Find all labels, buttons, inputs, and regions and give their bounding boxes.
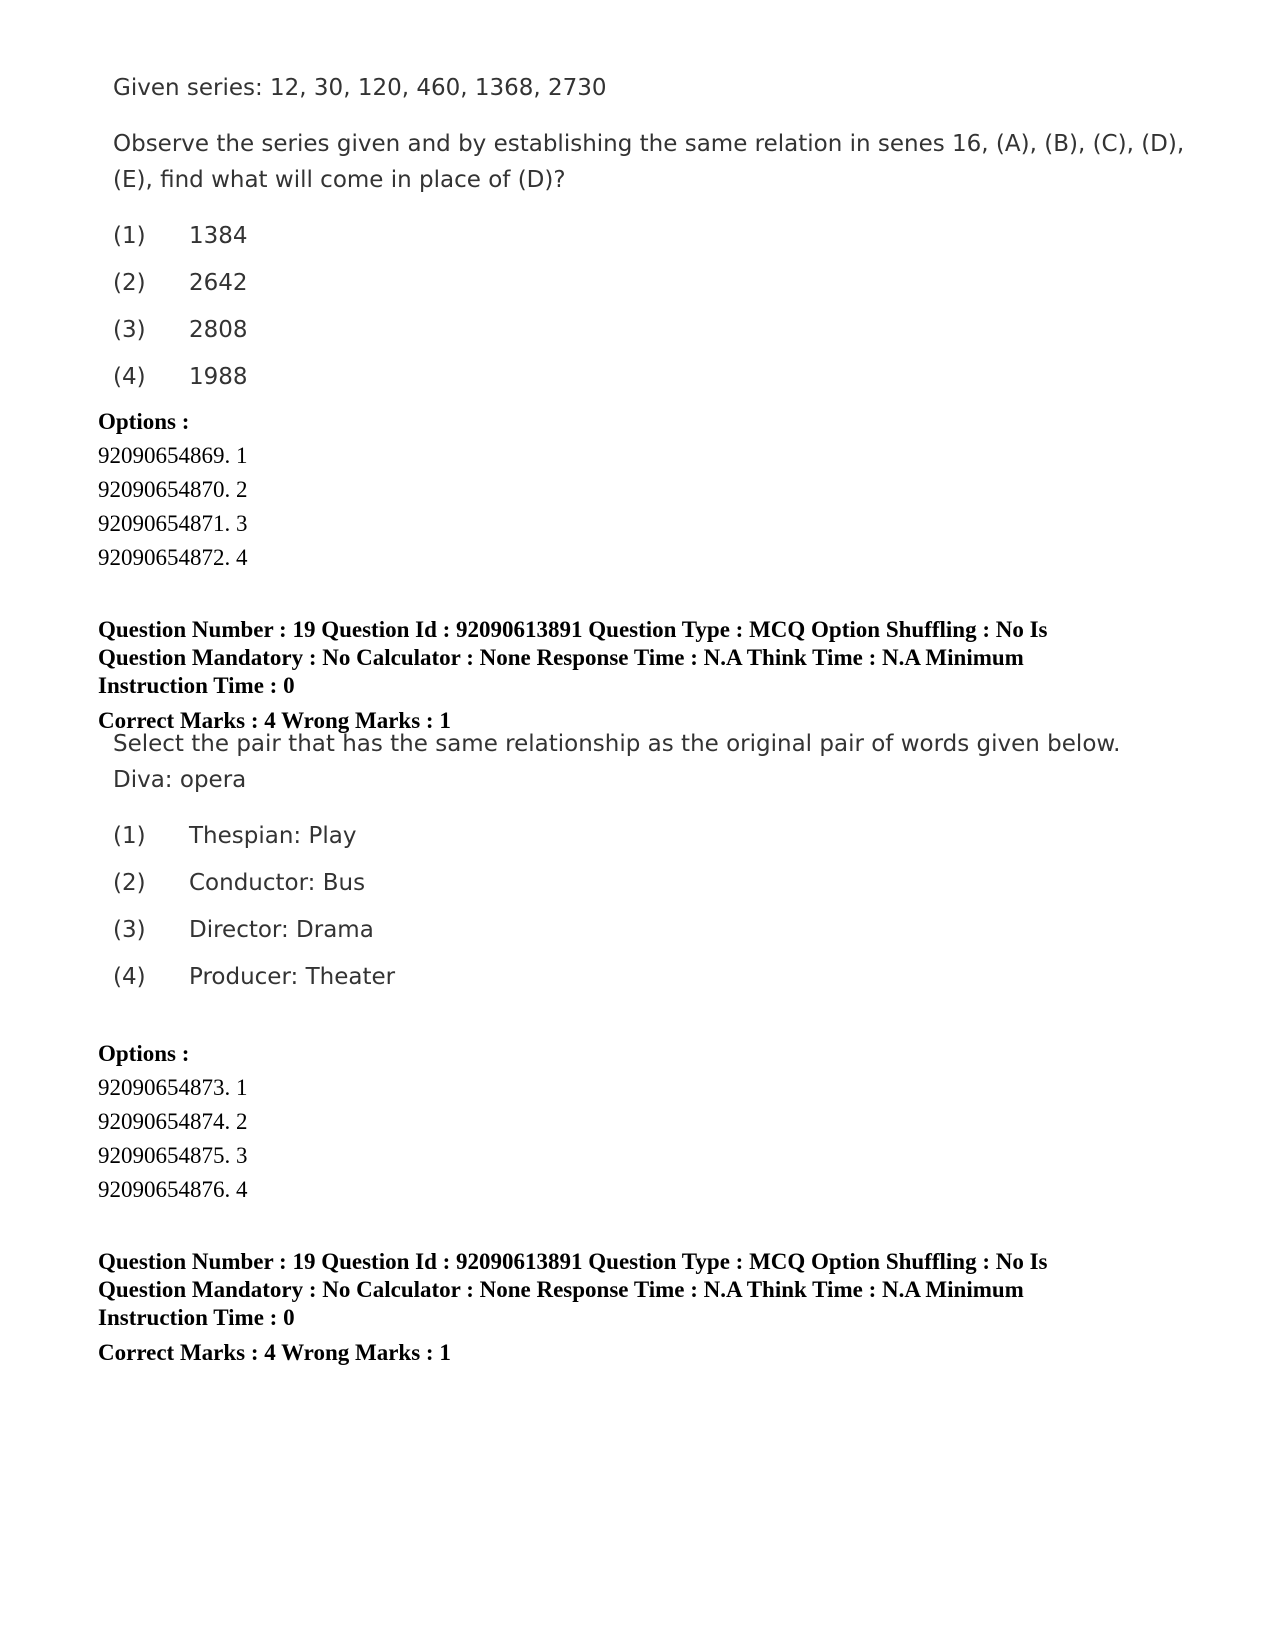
q19-question-line-2: Diva: opera [113,767,247,793]
q19-question-block [113,726,1120,1000]
q20-meta-line-3: Instruction Time : 0 [98,1305,295,1330]
q19-option-4: 92090654876. 4 [98,1177,248,1202]
q19-marks: Correct Marks : 4 Wrong Marks : 1 [98,708,451,733]
q18-choice-2 [113,259,1184,306]
q19-choice-4 [113,953,1120,1000]
q20-meta-block [98,1248,1178,1370]
choice-text: 2808 [189,316,248,343]
choice-text: Conductor: Bus [189,869,366,896]
q20-marks: Correct Marks : 4 Wrong Marks : 1 [98,1340,451,1365]
choice-number: (2) [113,269,146,296]
choice-text: Thespian: Play [189,822,357,849]
q18-choice-1 [113,212,1184,259]
choice-number: (3) [113,316,146,343]
q19-choice-list [113,812,1120,1000]
choice-text: 2642 [189,269,248,296]
q19-choice-2 [113,859,1120,906]
choice-number: (1) [113,222,146,249]
q19-choice-3 [113,906,1120,953]
q18-option-3: 92090654871. 3 [98,511,248,536]
choice-text: 1988 [189,363,248,390]
q18-option-1: 92090654869. 1 [98,443,248,468]
choice-number: (1) [113,822,146,849]
q19-question-line-1: Select the pair that has the same relationship as the original pair of words given below. [113,731,1121,757]
q19-option-1: 92090654873. 1 [98,1075,248,1100]
q19-options-block [98,1037,248,1207]
q18-option-2: 92090654870. 2 [98,477,248,502]
q18-question-line-2: (E), find what will come in place of (D)? [113,167,566,193]
q20-meta-line-2: Question Mandatory : No Calculator : None Response Time : N.A Think Time : N.A Minimum [98,1277,1024,1302]
q19-meta-line-1: Question Number : 19 Question Id : 92090613891 Question Type : MCQ Option Shuffling : No Is [98,617,1048,642]
q18-options-title: Options : [98,409,190,434]
choice-number: (4) [113,363,146,390]
q18-choice-4 [113,353,1184,400]
q19-choice-1 [113,812,1120,859]
q18-question-block [113,70,1184,400]
q18-choice-list [113,212,1184,400]
choice-text: Producer: Theater [189,963,396,990]
q18-option-4: 92090654872. 4 [98,545,248,570]
choice-text: 1384 [189,222,248,249]
q19-meta-line-2: Question Mandatory : No Calculator : None Response Time : N.A Think Time : N.A Minimum [98,645,1024,670]
q18-choice-3 [113,306,1184,353]
q19-option-3: 92090654875. 3 [98,1143,248,1168]
q19-meta-block [98,616,1178,738]
choice-number: (4) [113,963,146,990]
q18-question-line-1: Observe the series given and by establishing the same relation in senes 16, (A), (B), (C), (D), [113,131,1185,157]
choice-number: (2) [113,869,146,896]
q18-options-block [98,405,248,575]
q19-meta-line-3: Instruction Time : 0 [98,673,295,698]
choice-number: (3) [113,916,146,943]
q19-option-2: 92090654874. 2 [98,1109,248,1134]
q19-options-title: Options : [98,1041,190,1066]
q20-meta-line-1: Question Number : 19 Question Id : 92090613891 Question Type : MCQ Option Shuffling : No Is [98,1249,1048,1274]
choice-text: Director: Drama [189,916,374,943]
q18-series-line: Given series: 12, 30, 120, 460, 1368, 2730 [113,75,607,101]
